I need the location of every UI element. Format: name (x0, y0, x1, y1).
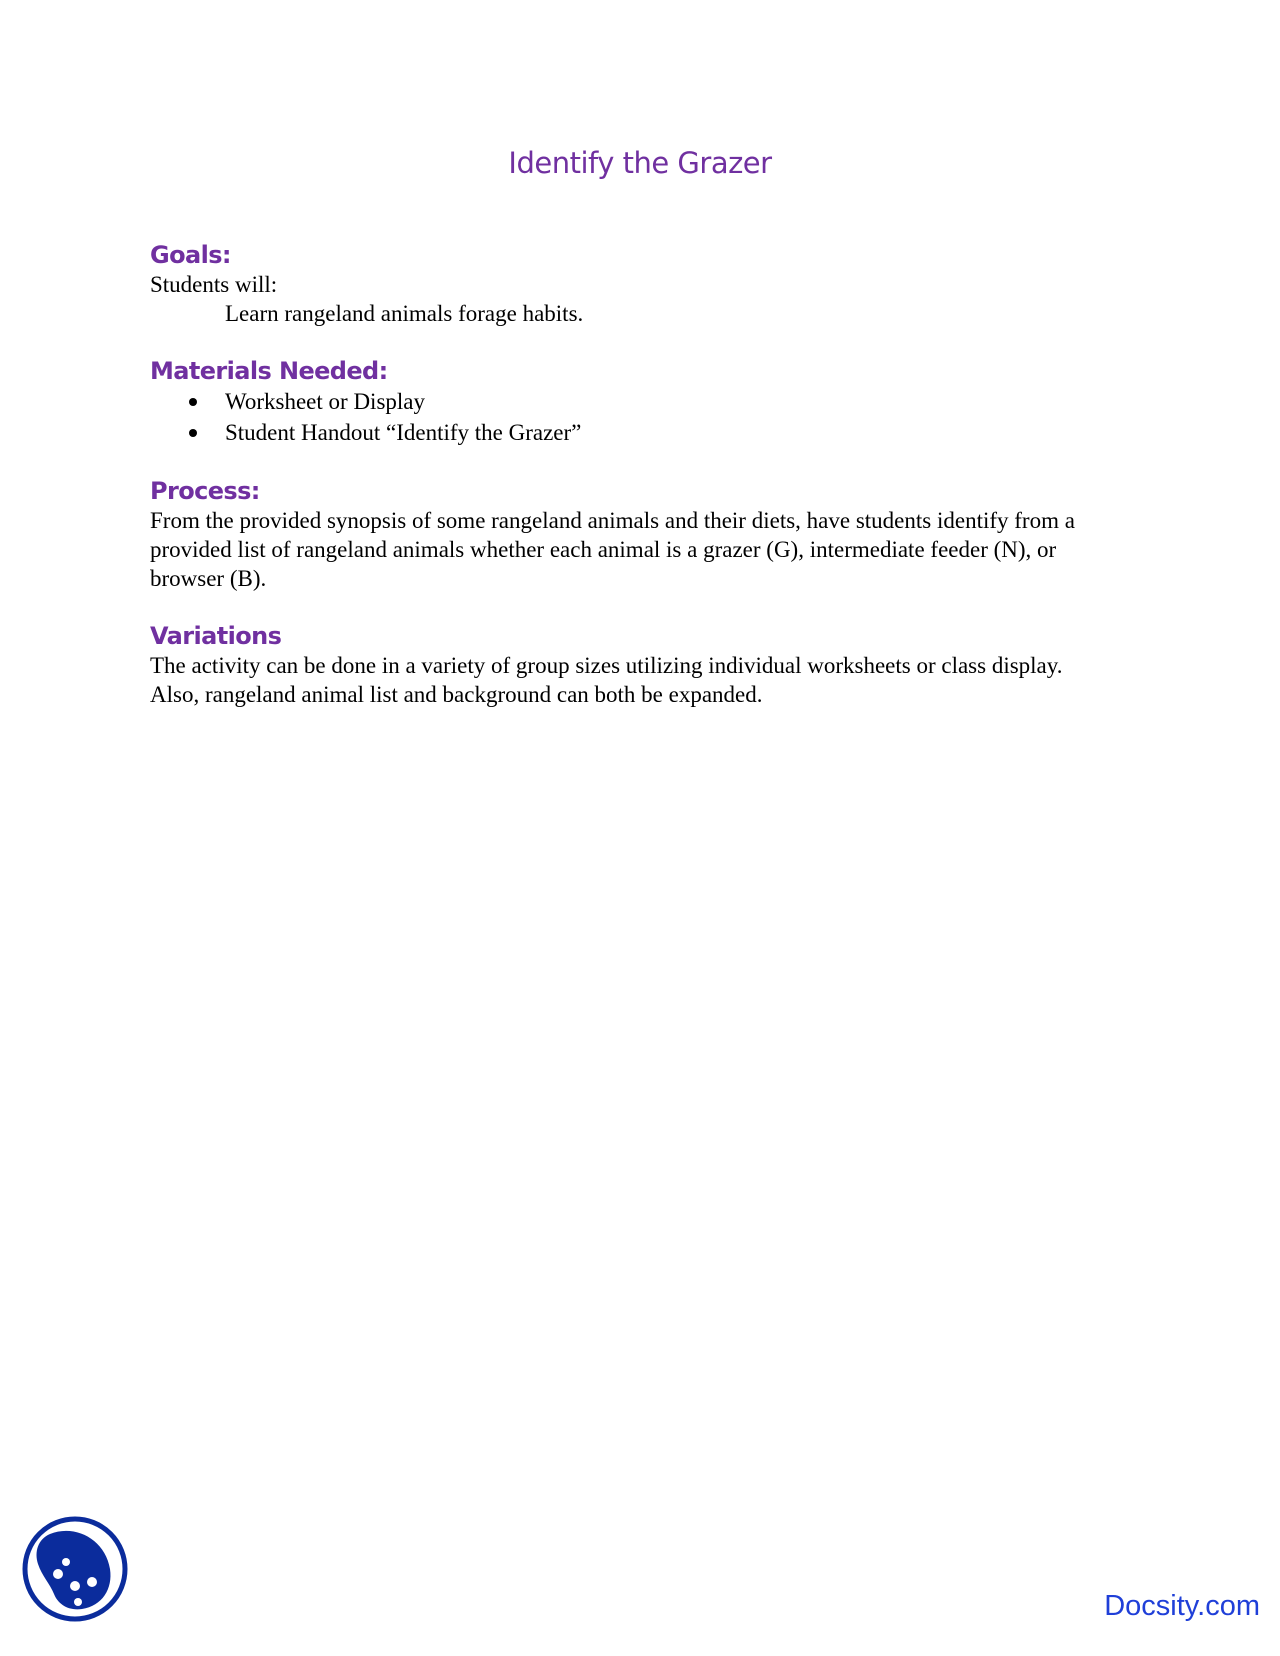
goals-intro: Students will: (150, 272, 278, 297)
goals-item: Learn rangeland animals forage habits. (225, 301, 584, 326)
docsity-logo-icon[interactable] (20, 1514, 130, 1624)
list-item-text: Student Handout “Identify the Grazer” (225, 420, 582, 445)
list-item (150, 386, 1100, 417)
materials-heading: Materials Needed: (150, 357, 388, 385)
variations-text: The activity can be done in a variety of group sizes utilizing individual worksheets or class display. Also, rangeland animal list and background can both be expanded. (150, 653, 1063, 707)
docsity-brand-link[interactable]: Docsity.com (1104, 1590, 1260, 1622)
bullet-icon (189, 429, 197, 437)
bullet-icon (189, 398, 197, 406)
process-section (150, 476, 1100, 593)
goals-section (150, 240, 1100, 328)
materials-list (150, 386, 1100, 448)
document-body (150, 240, 1100, 737)
variations-heading: Variations (150, 622, 282, 650)
process-text: From the provided synopsis of some rangeland animals and their diets, have students identify from a provided list of rangeland animals whether each animal is a grazer (G), intermediate feeder (N), or browser (B). (150, 508, 1075, 591)
list-item (150, 417, 1100, 448)
page-title: Identify the Grazer (508, 146, 772, 180)
materials-section (150, 356, 1100, 448)
variations-section (150, 621, 1100, 709)
process-heading: Process: (150, 477, 260, 505)
goals-heading: Goals: (150, 241, 231, 269)
list-item-text: Worksheet or Display (225, 389, 425, 414)
